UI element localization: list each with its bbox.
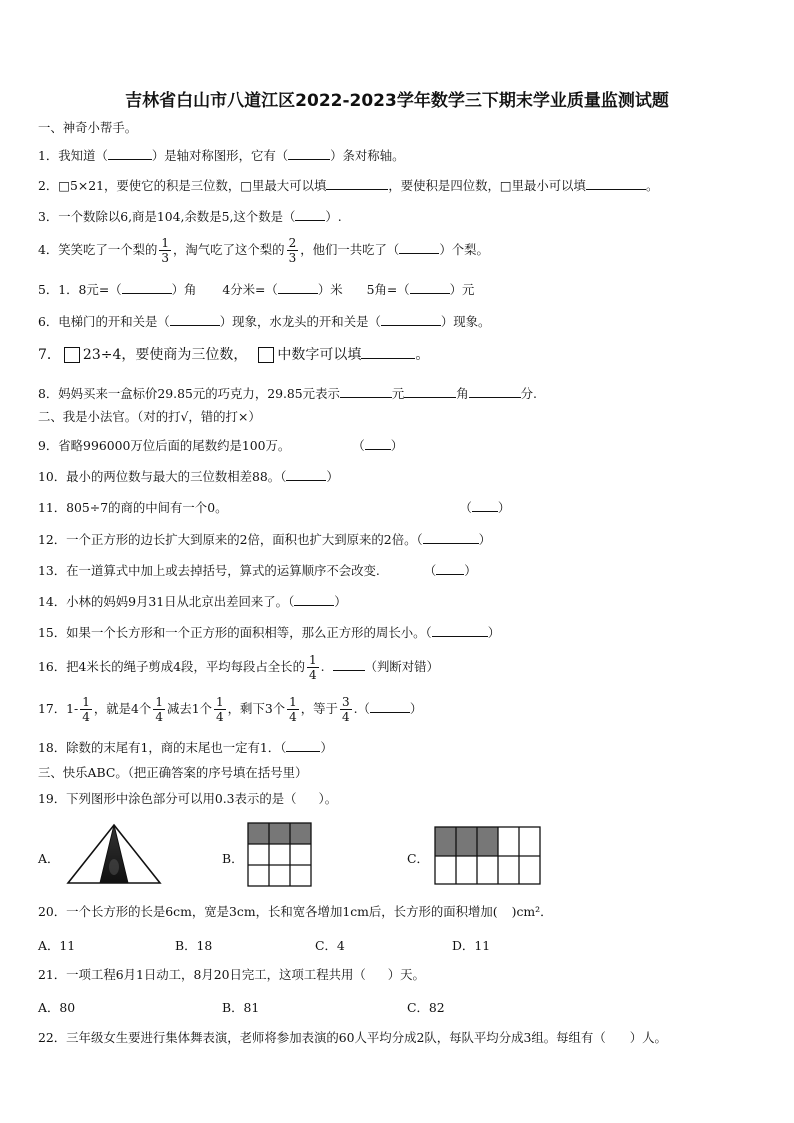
section-heading-1: 一、神奇小帮手。 xyxy=(38,120,138,135)
question-6: 6．电梯门的开和关是（ ）现象，水龙头的开和关是（ ）现象。 xyxy=(38,314,491,329)
grid-figure-b xyxy=(247,822,313,888)
question-9: 9．省略996000万位后面的尾数约是100万。 （ ） xyxy=(38,438,404,453)
question-21: 21．一项工程6月1日动工，8月20日完工，这项工程共用（ ）天。 xyxy=(38,967,425,982)
question-5: 5．1．8元=（ ）角 4分米=（ ）米 5角=（ ）元 xyxy=(38,282,475,297)
section-heading-3: 三、快乐ABC。（把正确答案的序号填在括号里） xyxy=(38,765,308,780)
fraction: $\frac{1}{4}$ xyxy=(216,695,224,724)
fraction: $\frac{1}{4}$ xyxy=(289,695,297,724)
fraction: $\frac{1}{3}$ xyxy=(161,236,170,265)
q21-option-b: B．81 xyxy=(222,1000,260,1015)
shaded-cell xyxy=(248,823,269,844)
q21-option-c: C．82 xyxy=(407,1000,445,1015)
option-a-label: A． xyxy=(38,851,60,866)
question-17: 17．1- $\frac{1}{4}$ ，就是4个 $\frac{1}{4}$ 减去1个 $\frac{1}{4}$ ，剩下3个 $\frac{1}{4}$ ，等于 $\frac{3}{4}$ .（ ） xyxy=(38,695,423,724)
option-b-label: B． xyxy=(222,851,244,866)
square-box xyxy=(258,347,274,363)
shaded-cell xyxy=(477,827,498,856)
q21-option-a: A．80 xyxy=(38,1000,76,1015)
shaded-cell xyxy=(456,827,477,856)
question-18: 18．除数的末尾有1，商的末尾也一定有1．（ ） xyxy=(38,740,333,755)
question-11: 11．805÷7的商的中间有一个0。 （ ） xyxy=(38,500,511,515)
page-title: 吉林省白山市八道江区2022-2023学年数学三下期末学业质量监测试题 xyxy=(125,91,669,111)
question-7: 7． 23÷4，要使商为三位数， 中数字可以填 。 xyxy=(38,347,430,363)
question-4: 4．笑笑吃了一个梨的 $\frac{1}{3}$ ，淘气吃了这个梨的 $\frac{2}{3}$ ，他们一共吃了（ ）个梨。 xyxy=(38,236,489,265)
question-2: 2．□5×21，要使它的积是三位数，□里最大可以填 ，要使积是四位数，□里最小可以填 。 xyxy=(38,178,659,193)
question-3: 3．一个数除以6,商是104,余数是5,这个数是（ ）. xyxy=(38,209,342,224)
square-box xyxy=(64,347,80,363)
section-heading-2: 二、我是小法官。（对的打√，错的打×） xyxy=(38,409,261,424)
question-22: 22．三年级女生要进行集体舞表演，老师将参加表演的60人平均分成2队，每队平均分成3组。每组有（ ）人。 xyxy=(38,1030,667,1045)
shaded-cell xyxy=(435,827,456,856)
question-13: 13．在一道算式中加上或去掉括号，算式的运算顺序不会改变. （ ） xyxy=(38,563,477,578)
grid-figure-c xyxy=(434,826,542,886)
q20-option-d: D．11 xyxy=(452,938,491,953)
question-15: 15．如果一个长方形和一个正方形的面积相等，那么正方形的周长小。（ ） xyxy=(38,625,501,640)
fraction: $\frac{1}{4}$ xyxy=(82,695,90,724)
question-8: 8．妈妈买来一盒标价29.85元的巧克力，29.85元表示 元 角 分. xyxy=(38,386,537,401)
q20-option-c: C．4 xyxy=(315,938,345,953)
question-1: 1．我知道（ ）是轴对称图形，它有（ ）条对称轴。 xyxy=(38,148,405,163)
option-c-label: C． xyxy=(407,851,429,866)
shaded-cell xyxy=(290,823,311,844)
question-12: 12．一个正方形的边长扩大到原来的2倍，面积也扩大到原来的2倍。（ ） xyxy=(38,532,492,547)
question-20: 20．一个长方形的长是6cm，宽是3cm，长和宽各增加1cm后，长方形的面积增加( )cm²． xyxy=(38,904,553,919)
question-10: 10．最小的两位数与最大的三位数相差88。（ ） xyxy=(38,469,339,484)
fraction: $\frac{3}{4}$ xyxy=(341,695,350,724)
triangle-figure xyxy=(66,823,162,885)
fraction: $\frac{1}{4}$ xyxy=(155,695,163,724)
question-19: 19．下列图形中涂色部分可以用0.3表示的是（ ）。 xyxy=(38,791,338,806)
question-14: 14．小林的妈妈9月31日从北京出差回来了。（ ） xyxy=(38,594,347,609)
question-16: 16．把4米长的绳子剪成4段，平均每段占全长的 $\frac{1}{4}$ . （判断对错） xyxy=(38,653,439,682)
fraction: $\frac{2}{3}$ xyxy=(288,236,297,265)
shaded-cell xyxy=(269,823,290,844)
q20-option-a: A．11 xyxy=(38,938,76,953)
fraction: $\frac{1}{4}$ xyxy=(308,653,317,682)
q20-option-b: B．18 xyxy=(175,938,213,953)
